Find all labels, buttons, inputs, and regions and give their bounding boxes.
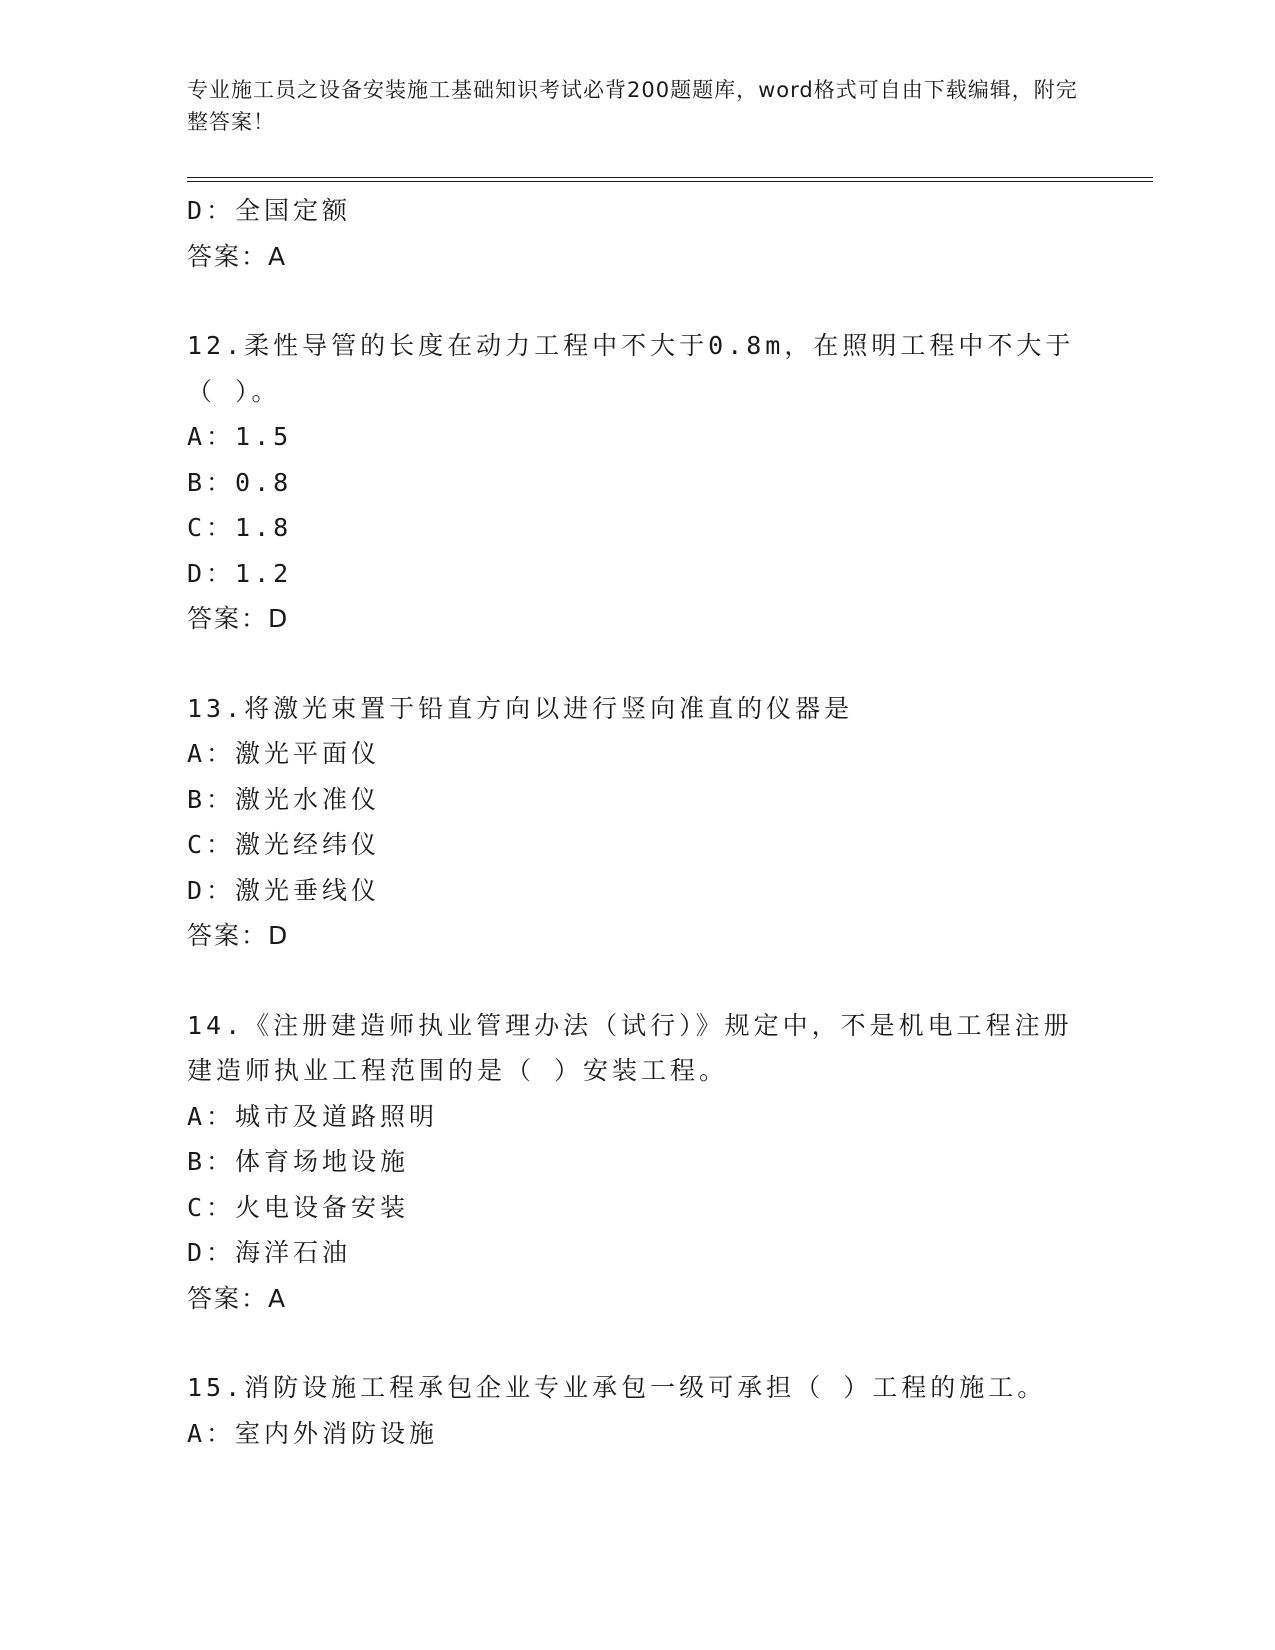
option-a: A：激光平面仪 <box>187 739 381 768</box>
question-block-15 <box>187 1365 1087 1456</box>
question-text: 12.柔性导管的长度在动力工程中不大于0.8m，在照明工程中不大于（ ）。 <box>187 331 1075 406</box>
option-d: D：1.2 <box>187 558 293 588</box>
question-list <box>187 188 1087 1456</box>
option-c: C：1.8 <box>187 513 293 542</box>
document-header: 专业施工员之设备安装施工基础知识考试必背200题题库，word格式可自由下载编辑，附完整答案！ <box>187 78 1078 134</box>
option-d: D：海洋石油 <box>187 1238 352 1267</box>
option-d: D：全国定额 <box>187 196 352 225</box>
answer: 答案：D <box>187 921 290 950</box>
option-d: D：激光垂线仪 <box>187 875 381 905</box>
option-a: A：室内外消防设施 <box>187 1418 439 1448</box>
header-divider-bottom <box>187 181 1153 182</box>
option-b: B：0.8 <box>187 467 293 497</box>
question-text: 15.消防设施工程承包企业专业承包一级可承担（ ）工程的施工。 <box>187 1373 1047 1402</box>
answer: 答案：A <box>187 1283 288 1313</box>
option-c: C：火电设备安装 <box>187 1192 410 1222</box>
question-block-14 <box>187 1003 1087 1322</box>
answer: 答案：D <box>187 604 290 633</box>
question-text: 14.《注册建造师执业管理办法（试行）》规定中，不是机电工程注册建造师执业工程范围的是（ ）安装工程。 <box>187 1010 1073 1085</box>
answer: 答案：A <box>187 241 288 271</box>
option-a: A：城市及道路照明 <box>187 1101 439 1131</box>
option-b: B：体育场地设施 <box>187 1147 410 1176</box>
question-block-11 <box>187 188 1087 279</box>
question-text: 13.将激光束置于铅直方向以进行竖向准直的仪器是 <box>187 693 854 723</box>
header-divider-top <box>187 177 1153 178</box>
question-block-13 <box>187 686 1087 959</box>
option-b: B：激光水准仪 <box>187 784 381 814</box>
option-a: A：1.5 <box>187 422 293 451</box>
option-c: C：激光经纬仪 <box>187 830 381 859</box>
question-block-12 <box>187 323 1087 642</box>
